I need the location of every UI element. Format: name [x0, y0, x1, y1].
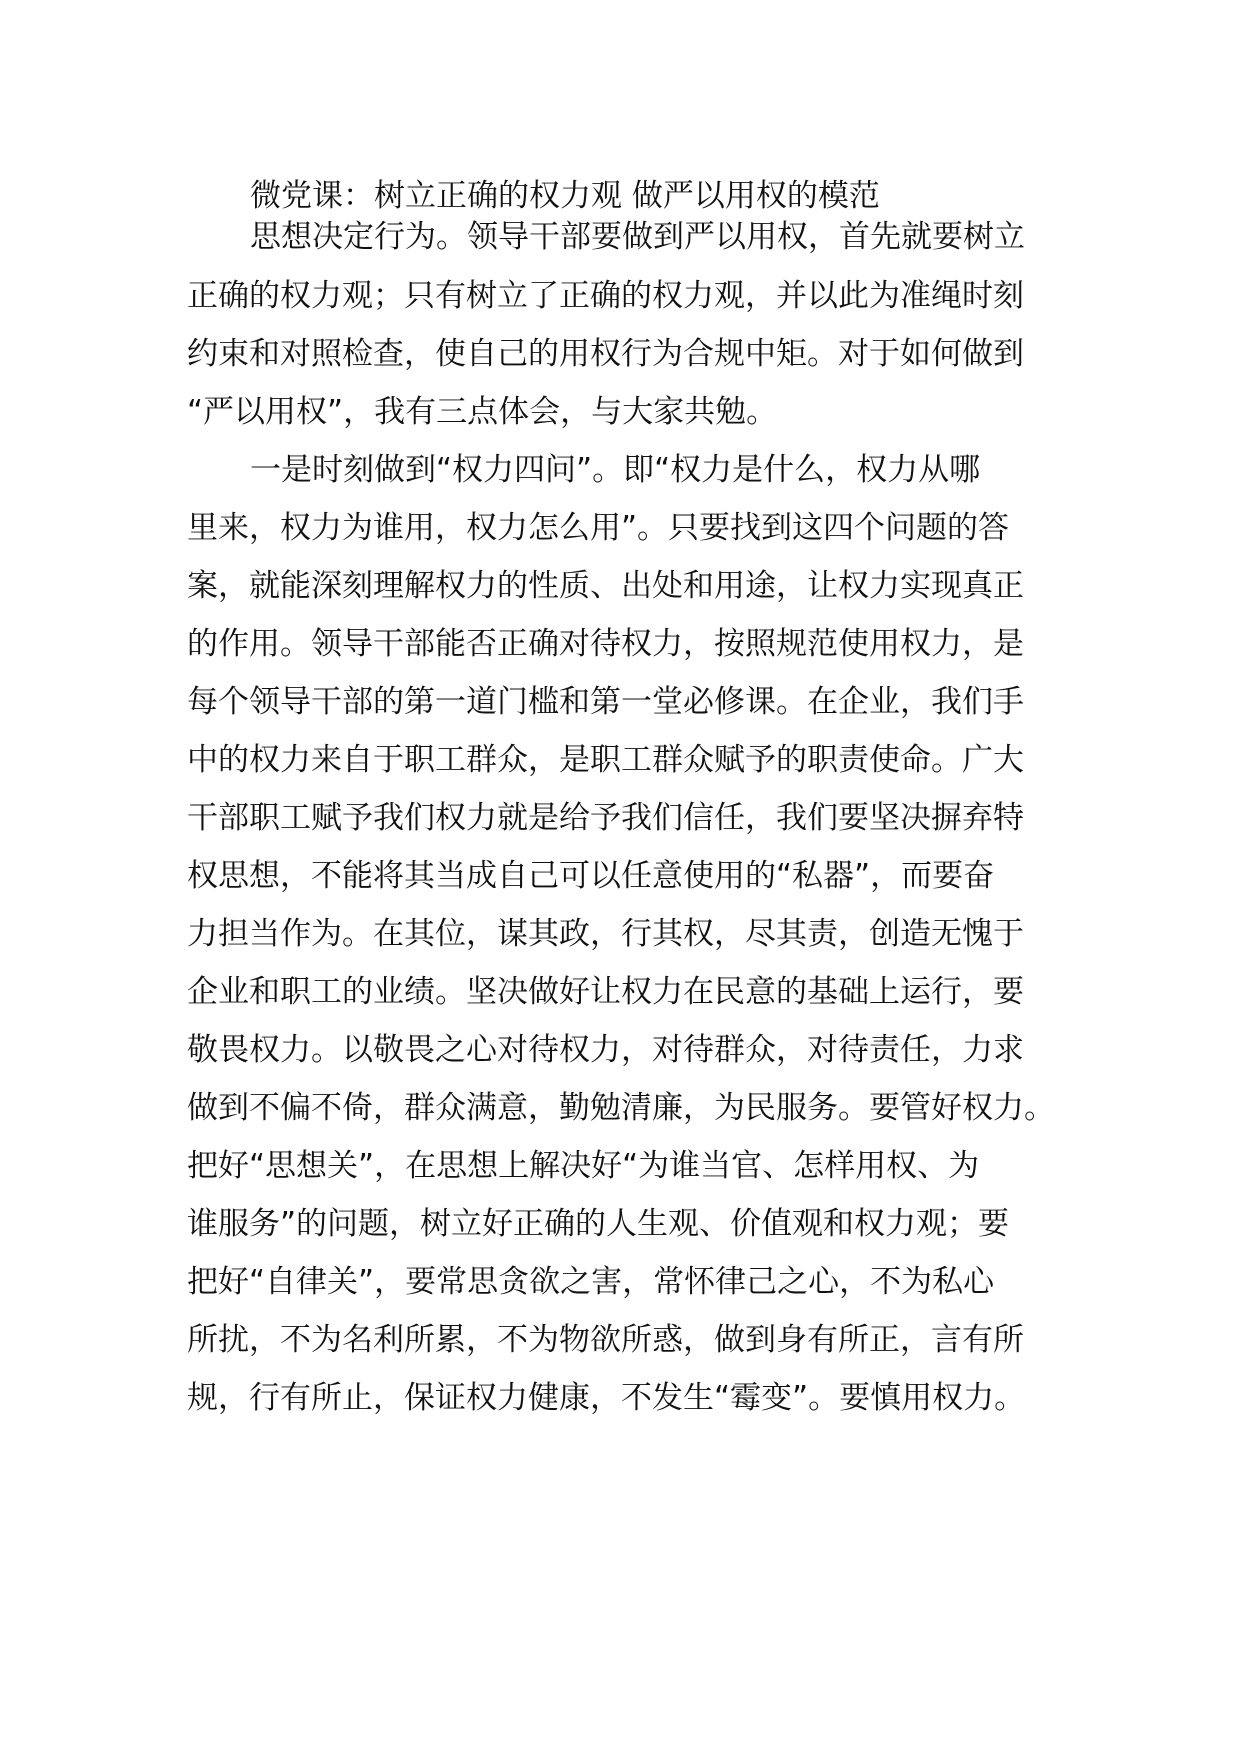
paragraph-line: 中的权力来自于职工群众，是职工群众赋予的职责使命。广大 — [187, 742, 1024, 778]
paragraph-line: 干部职工赋予我们权力就是给予我们信任，我们要坚决摒弃特 — [187, 800, 1024, 836]
paragraph-line: 案，就能深刻理解权力的性质、出处和用途，让权力实现真正 — [187, 568, 1024, 604]
paragraph-line: “严以用权”，我有三点体会，与大家共勉。 — [187, 394, 778, 430]
paragraph-line: 企业和职工的业绩。坚决做好让权力在民意的基础上运行，要 — [187, 974, 1024, 1010]
paragraph-line: 每个领导干部的第一道门槛和第一堂必修课。在企业，我们手 — [187, 684, 1024, 720]
paragraph-line: 正确的权力观；只有树立了正确的权力观，并以此为准绳时刻 — [187, 278, 1024, 314]
paragraph-line: 谁服务”的问题，树立好正确的人生观、价值观和权力观；要 — [187, 1206, 1010, 1242]
paragraph-line: 里来，权力为谁用，权力怎么用”。只要找到这四个问题的答 — [187, 510, 1010, 546]
paragraph-line: 把好“自律关”，要常思贪欲之害，常怀律己之心，不为私心 — [187, 1264, 995, 1300]
document-title: 微党课：树立正确的权力观 做严以用权的模范 — [250, 178, 880, 214]
paragraph-line: 敬畏权力。以敬畏之心对待权力，对待群众，对待责任，力求 — [187, 1032, 1024, 1068]
paragraph-line: 的作用。领导干部能否正确对待权力，按照规范使用权力，是 — [187, 626, 1024, 662]
paragraph-line: 所扰，不为名利所累，不为物欲所惑，做到身有所正，言有所 — [187, 1322, 1024, 1358]
paragraph-line: 规，行有所止，保证权力健康，不发生“霉变”。要慎用权力。 — [187, 1380, 1026, 1416]
paragraph-line: 权思想，不能将其当成自己可以任意使用的“私器”，而要奋 — [187, 858, 995, 894]
paragraph-line: 把好“思想关”，在思想上解决好“为谁当官、怎样用权、为 — [187, 1148, 980, 1184]
paragraph-line: 力担当作为。在其位，谋其政，行其权，尽其责，创造无愧于 — [187, 916, 1024, 952]
paragraph-line: 做到不偏不倚，群众满意，勤勉清廉，为民服务。要管好权力。 — [187, 1090, 1055, 1126]
paragraph-line: 一是时刻做到“权力四问”。即“权力是什么，权力从哪 — [250, 452, 981, 488]
paragraph-line: 思想决定行为。领导干部要做到严以用权，首先就要树立 — [250, 219, 1025, 255]
paragraph-line: 约束和对照检查，使自己的用权行为合规中矩。对于如何做到 — [187, 336, 1024, 372]
